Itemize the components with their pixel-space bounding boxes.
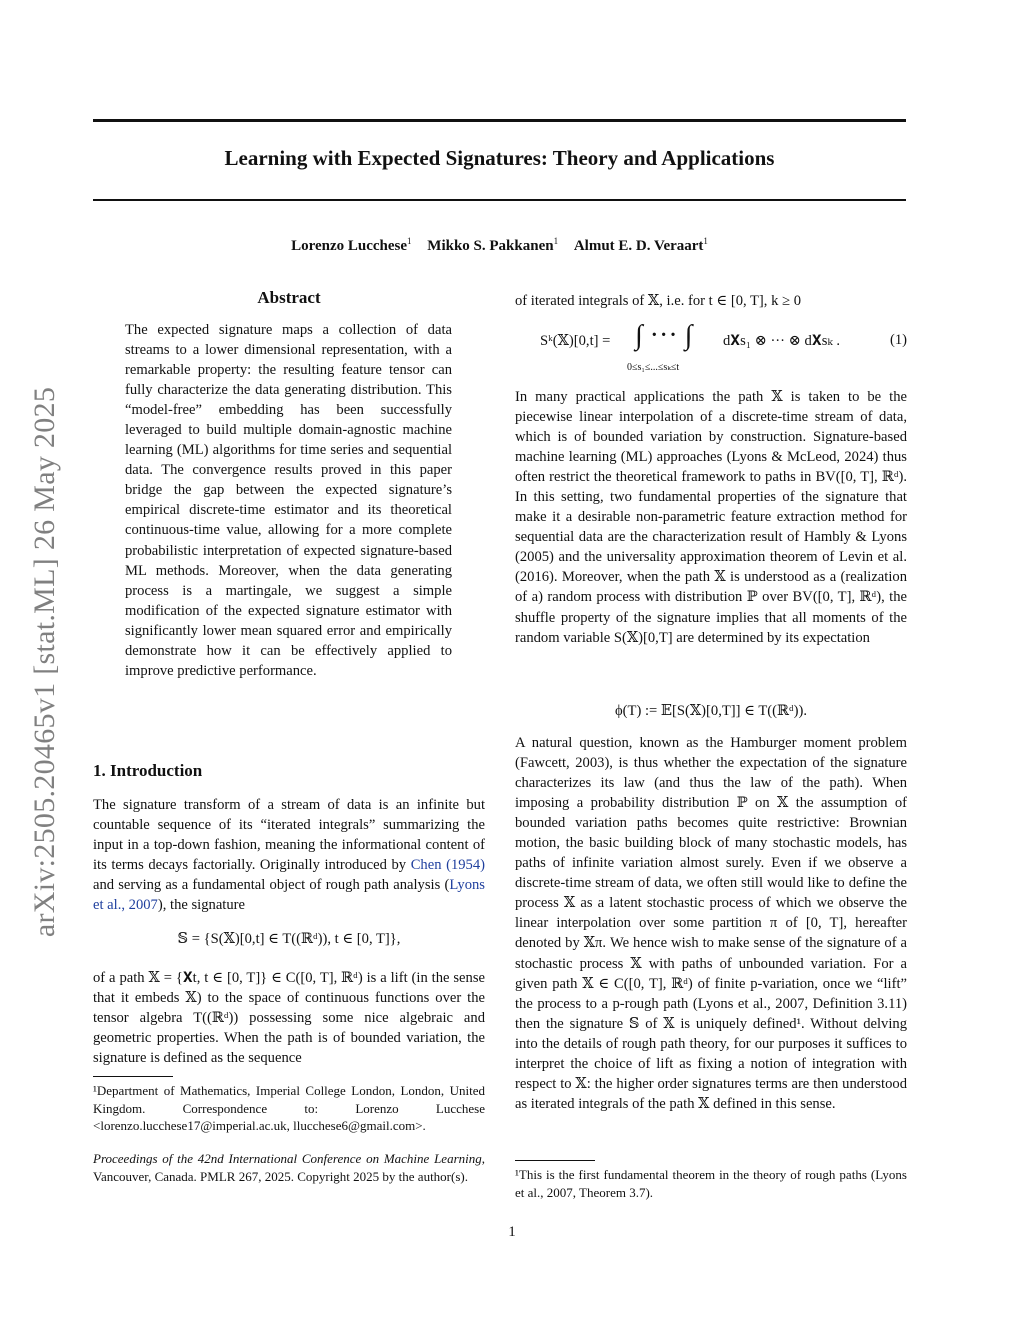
footnote-affiliation: ¹Department of Mathematics, Imperial College London, London, United Kingdom. Correspondence to: Lorenzo Lucchese <lorenzo.lucchese17@imperial.ac.uk, llucchese6@gmail.com>.: [93, 1083, 485, 1133]
footnote-rule: [93, 1076, 173, 1077]
author: Almut E. D. Veraart$^1$: [573, 236, 708, 254]
paper-title: Learning with Expected Signatures: Theory and Applications: [224, 146, 775, 170]
abstract-text: The expected signature maps a collection of data streams to a lower dimensional representation, with a remarkable property: the resulting feature tensor can fully characterize the data generating distribution. This “model-free” embedding has been successfully leveraged to build multiple domain-agnostic machine learning (ML) algorithms for time series and sequential data. The convergence results proved in this paper bridge the gap between the expected signature’s empirical discrete-time estimator and its theoretical continuous-time value, allowing for a more complete probabilistic interpretation of expected signature-based ML methods. Moreover, when the data generating process is a martingale, we suggest a simple modification of the expected signature estimator with significantly lower mean squared error and empirically demonstrate how it can be effectively applied to improve predictive performance.: [125, 322, 452, 679]
citation-link[interactable]: Chen (1954): [410, 857, 485, 874]
arxiv-identifier: arXiv:2505.20465v1 [stat.ML] 26 May 2025: [28, 386, 61, 938]
right-intro-line: of iterated integrals of 𝕏, i.e. for t ∈ [0, T], k ≥ 0: [515, 293, 801, 309]
right-paragraph-2: A natural question, known as the Hamburger moment problem (Fawcett, 2003), is thus whether the expectation of the signature characterizes its law (and thus the law of the path). When imposing a probability distribution ℙ on 𝕏 the assumption of bounded variation paths becomes quite restrictive: Brownian motion, the basic building block of many stochastic models, has paths of infinite variation almost surely. Even if we observe a discrete-time stream of data, we often still would like to define the process 𝕏 as a latent stochastic process of which we observe the linear interpolation over some partition π of [0, T], hereafter denoted by 𝕏π. We hence wish to make sense of the signature of a stochastic process 𝕏 with paths of unbounded variation. For a given path 𝕏 ∈ C([0, T], ℝᵈ) of finite p-variation, once we “lift” the process to a p-rough path (Lyons et al., 2007, Definition 3.11) then the signature 𝕊 of 𝕏 is uniquely defined¹. Without delving into the details of rough path theory, for our purposes it suffices to interpret the choice of lift as fixing a notion of integration with respect to 𝕏: the higher order signatures terms are then understood as iterated integrals of the path 𝕏 defined in this sense.: [515, 735, 907, 1112]
author-list: [93, 236, 906, 255]
eq1-limits: 0≤s₁≤...≤sₖ≤t: [627, 362, 680, 373]
page-number: 1: [508, 1224, 516, 1240]
equation-expected-signature: ϕ(T) := 𝔼[S(𝕏)[0,T]] ∈ T((ℝᵈ)).: [615, 703, 807, 719]
arxiv-sidebar: [0, 0, 60, 1325]
title-rule-top: [93, 119, 906, 122]
citation-link[interactable]: Lyons et al., 2007: [93, 877, 485, 914]
author: Lorenzo Lucchese$^1$: [291, 236, 412, 254]
equation-signature-set: 𝕊 = {S(𝕏)[0,t] ∈ T((ℝᵈ)), t ∈ [0, T]},: [177, 931, 401, 947]
abstract-heading: Abstract: [257, 288, 321, 307]
integral-icon: ∫ ··· ∫: [635, 320, 693, 351]
equation-1: [515, 322, 907, 382]
footnote-rule: [515, 1160, 595, 1161]
eq1-lhs: Sᵏ(𝕏)[0,t] =: [540, 333, 611, 349]
eq1-rhs: d𝐗s₁ ⊗ ··· ⊗ d𝐗sₖ .: [723, 333, 840, 349]
section-heading-introduction: 1. Introduction: [93, 761, 203, 780]
author: Mikko S. Pakkanen$^1$: [427, 236, 559, 254]
equation-number: (1): [889, 332, 907, 348]
intro-paragraph: The signature transform of a stream of data is an infinite but countable sequence of its “iterated integrals” summarizing the input in a top-down fashion, meaning the informational content of its terms decays factorially. Originally introduced by Chen (1954) and serving as a fundamental object of rough path analysis (Lyons et al., 2007), the signature: [93, 797, 485, 914]
intro-paragraph-2: of a path 𝕏 = {𝐗t, t ∈ [0, T]} ∈ C([0, T], ℝᵈ) is a lift (in the sense that it embeds 𝕏) to the space of continuous functions over the tensor algebra T((ℝᵈ)) possessing some nice algebraic and geometric properties. When the path is of bounded variation, the signature is defined as the sequence: [93, 970, 485, 1067]
footnote-theorem: ¹This is the first fundamental theorem in the theory of rough paths (Lyons et al., 2007, Theorem 3.7).: [515, 1167, 907, 1200]
proceedings-note: Proceedings of the 42nd International Conference on Machine Learning, Vancouver, Canada. PMLR 267, 2025. Copyright 2025 by the author(s).: [93, 1151, 485, 1184]
title-rule-bottom: [93, 199, 906, 201]
right-paragraph-1: In many practical applications the path 𝕏 is taken to be the piecewise linear interpolation of a discrete-time stream of data, which is of bounded variation by construction. Signature-based machine learning (ML) approaches (Lyons & McLeod, 2024) thus often restrict the theoretical framework to paths in BV([0, T], ℝᵈ). In this setting, two fundamental properties of the signature that make it a desirable non-parametric feature extraction method for sequential data are the characterization result of Hambly & Lyons (2005) and the universality approximation theorem of Levin et al. (2016). Moreover, when the path 𝕏 is understood as a (realization of a) random process with distribution ℙ over BV([0, T], ℝᵈ), the shuffle property of the signature implies that all moments of the random variable S(𝕏)[0,T] are determined by its expectation: [515, 389, 907, 646]
